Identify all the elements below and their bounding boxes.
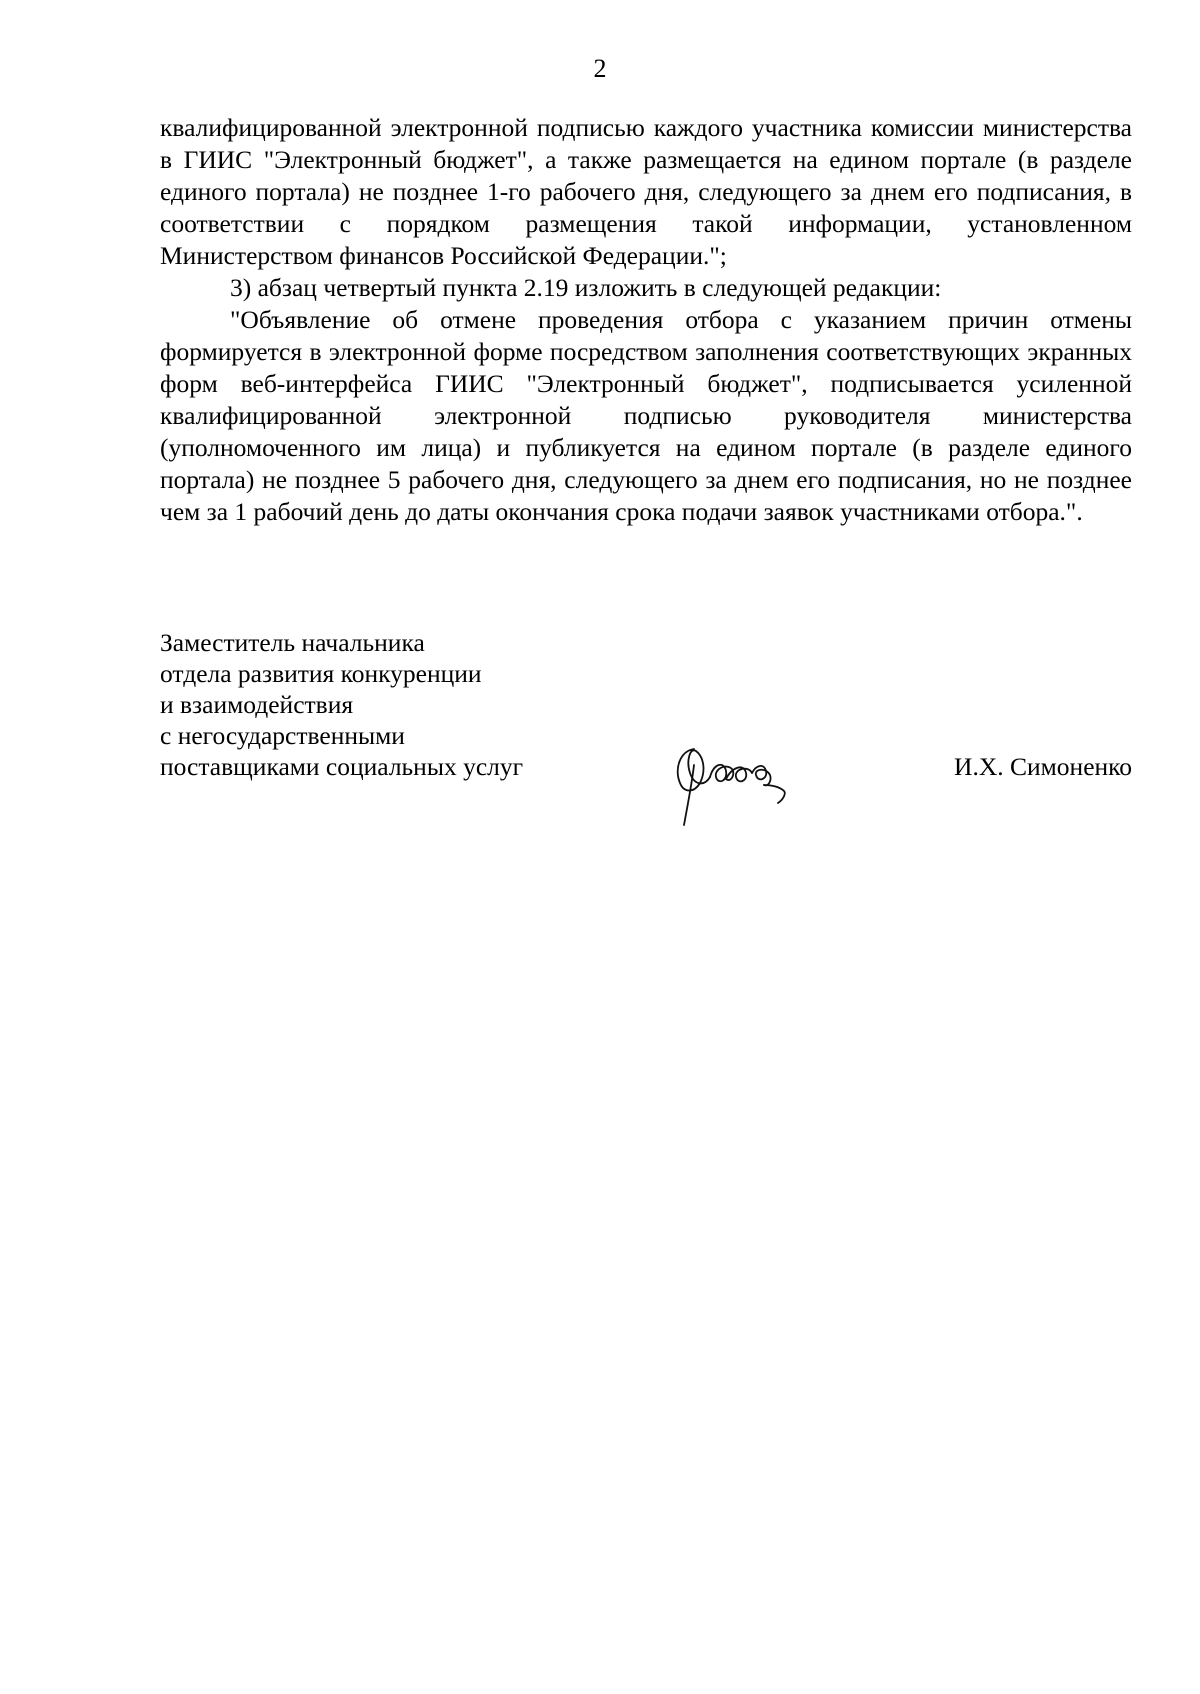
handwritten-signature <box>660 727 790 827</box>
signatory-position <box>160 627 523 782</box>
paragraph-amendment-item: 3) абзац четвертый пункта 2.19 изложить в следующей редакции: <box>230 273 942 302</box>
paragraph-amendment-text: "Объявление об отмене проведения отбора с указанием причин отмены формируется в электронной форме посредством заполнения соответствующих экранных форм веб-интерфейса ГИИС "Электронный бюджет", подписывается усиленной квалифицированной электронной подписью руководителя министерства (уполномоченного им лица) и публикуется на едином портале (в разделе единого портала) не позднее 5 рабочего дня, следующего за днем его подписания, но не позднее чем за 1 рабочий день до даты окончания срока подачи заявок участниками отбора.". <box>160 305 1132 526</box>
position-line: поставщиками социальных услуг <box>160 752 524 781</box>
paragraph-continuation: квалифицированной электронной подписью каждого участника комиссии министерства в ГИИС "Электронный бюджет", а также размещается на едином портале (в разделе единого портала) не позднее 1-го рабочего дня, следующего за днем его подписания, в соответствии с порядком размещения такой информации, установленном Министерством финансов Российской Федерации."; <box>160 113 1132 270</box>
signature-block <box>160 627 1132 827</box>
position-line: с негосударственными <box>160 721 405 750</box>
signer-name: И.Х. Симоненко <box>954 752 1132 781</box>
position-line: Заместитель начальника <box>160 628 425 657</box>
position-line: отдела развития конкуренции <box>160 659 482 688</box>
position-line: и взаимодействия <box>160 690 354 719</box>
document-body <box>160 112 1132 528</box>
page-number: 2 <box>593 54 607 83</box>
